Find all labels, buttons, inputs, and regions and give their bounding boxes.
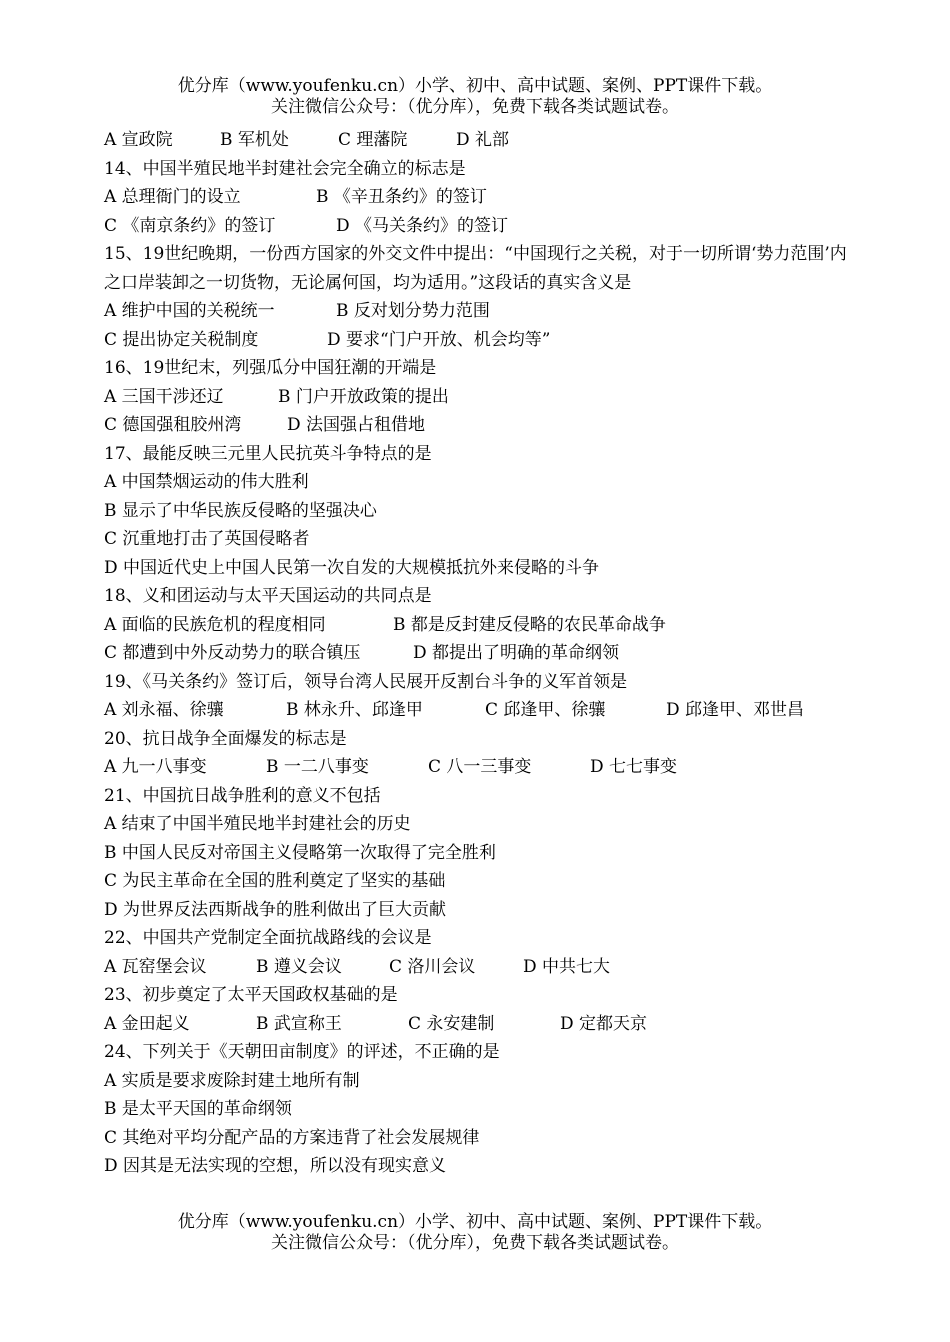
option-row bbox=[104, 639, 850, 668]
option: D 《马关条约》的签订 bbox=[336, 215, 509, 236]
option: A 总理衙门的设立 bbox=[104, 187, 241, 207]
option: B 《辛丑条约》的签订 bbox=[316, 187, 487, 207]
option: A 金田起义 bbox=[104, 1013, 190, 1034]
question-stem: 20、抗日战争全面爆发的标志是 bbox=[104, 728, 347, 749]
option: A 中国禁烟运动的伟大胜利 bbox=[104, 472, 309, 492]
option: B 遵义会议 bbox=[256, 956, 342, 977]
option: A 面临的民族危机的程度相同 bbox=[104, 614, 326, 635]
prev-question-options bbox=[104, 126, 850, 155]
option: A 刘永福、徐骧 bbox=[104, 700, 224, 720]
option: D 邱逢甲、邓世昌 bbox=[666, 700, 805, 720]
question-stem: 17、最能反映三元里人民抗英斗争特点的是 bbox=[104, 443, 432, 464]
option: C 为民主革命在全国的胜利奠定了坚实的基础 bbox=[104, 871, 446, 891]
option-row bbox=[104, 183, 850, 212]
option: C 德国强租胶州湾 bbox=[104, 415, 242, 435]
question-stem: 16、19世纪末，列强瓜分中国狂潮的开端是 bbox=[104, 358, 437, 378]
option-row bbox=[104, 383, 850, 412]
option: D 中共七大 bbox=[523, 956, 611, 977]
option: C 永安建制 bbox=[408, 1013, 495, 1034]
option: D 七七事变 bbox=[590, 757, 678, 777]
question-stem: 18、义和团运动与太平天国运动的共同点是 bbox=[104, 586, 432, 606]
page-footer bbox=[0, 1212, 950, 1254]
option: C 《南京条约》的签订 bbox=[104, 215, 276, 236]
footer-line-1: 优分库（www.youfenku.cn）小学、初中、高中试题、案例、PPT课件下载。 bbox=[177, 1212, 773, 1232]
option: A 结束了中国半殖民地半封建社会的历史 bbox=[104, 814, 411, 834]
option: D 要求“门户开放、机会均等” bbox=[327, 329, 551, 350]
option: B 反对划分势力范围 bbox=[336, 301, 490, 321]
option: D 为世界反法西斯战争的胜利做出了巨大贡献 bbox=[104, 899, 447, 920]
option-row bbox=[104, 411, 850, 440]
option: C 提出协定关税制度 bbox=[104, 329, 259, 350]
option: A 维护中国的关税统一 bbox=[104, 301, 275, 321]
header-line-2: 关注微信公众号：（优分库），免费下载各类试题试卷。 bbox=[271, 97, 679, 117]
option: D 定都天京 bbox=[560, 1013, 648, 1034]
question-stem: 21、中国抗日战争胜利的意义不包括 bbox=[104, 785, 381, 806]
option-row bbox=[104, 212, 850, 241]
option: D 因其是无法实现的空想，所以没有现实意义 bbox=[104, 1156, 447, 1176]
option: C 其绝对平均分配产品的方案违背了社会发展规律 bbox=[104, 1127, 480, 1148]
option: D 中国近代史上中国人民第一次自发的大规模抵抗外来侵略的斗争 bbox=[104, 557, 600, 578]
question-stem: 19、《马关条约》签订后，领导台湾人民展开反割台斗争的义军首领是 bbox=[104, 671, 628, 692]
option: C 邱逢甲、徐骧 bbox=[485, 700, 606, 720]
option: A 九一八事变 bbox=[104, 757, 207, 777]
option: A 三国干涉还辽 bbox=[104, 386, 224, 407]
question-stem: 24、下列关于《天朝田亩制度》的评述，不正确的是 bbox=[104, 1042, 500, 1062]
question-stem: 14、中国半殖民地半封建社会完全确立的标志是 bbox=[104, 158, 466, 179]
page-header bbox=[0, 76, 950, 118]
header-line-1: 优分库（www.youfenku.cn）小学、初中、高中试题、案例、PPT课件下载。 bbox=[177, 76, 773, 96]
option: C 八一三事变 bbox=[428, 757, 532, 777]
option: B 显示了中华民族反侵略的坚强决心 bbox=[104, 500, 377, 521]
option: B 都是反封建反侵略的农民革命战争 bbox=[393, 614, 666, 635]
option: D 都提出了明确的革命纲领 bbox=[413, 643, 620, 663]
option: D 礼部 bbox=[456, 130, 510, 150]
option-row bbox=[104, 611, 850, 640]
question-stem: 23、初步奠定了太平天国政权基础的是 bbox=[104, 985, 398, 1005]
option: B 一二八事变 bbox=[266, 757, 369, 777]
question-list bbox=[104, 126, 850, 1181]
option: B 武宣称王 bbox=[256, 1013, 342, 1034]
option-row bbox=[104, 326, 850, 355]
option-row bbox=[104, 297, 850, 326]
option: C 都遭到中外反动势力的联合镇压 bbox=[104, 643, 361, 663]
question-stem: 22、中国共产党制定全面抗战路线的会议是 bbox=[104, 928, 432, 948]
option: D 法国强占租借地 bbox=[287, 415, 426, 435]
option: A 实质是要求废除封建土地所有制 bbox=[104, 1070, 360, 1091]
option-row bbox=[104, 953, 850, 982]
option: A 瓦窑堡会议 bbox=[104, 956, 207, 977]
option: B 是太平天国的革命纲领 bbox=[104, 1099, 292, 1119]
option-row bbox=[104, 753, 850, 782]
option-row bbox=[104, 696, 850, 725]
option: B 林永升、邱逢甲 bbox=[286, 700, 423, 720]
option: B 军机处 bbox=[220, 130, 289, 150]
option: B 中国人民反对帝国主义侵略第一次取得了完全胜利 bbox=[104, 842, 496, 863]
option-row bbox=[104, 1010, 850, 1039]
option: C 沉重地打击了英国侵略者 bbox=[104, 529, 310, 549]
option: B 门户开放政策的提出 bbox=[278, 386, 449, 407]
option: C 洛川会议 bbox=[389, 956, 476, 977]
option: C 理藩院 bbox=[338, 130, 408, 150]
question-stem: 15、19世纪晚期，一份西方国家的外交文件中提出：“中国现行之关税，对于一切所谓‘势力范围’内之口岸装卸之一切货物，无论属何国，均为适用。”这段话的真实含义是 bbox=[104, 244, 847, 293]
footer-line-2: 关注微信公众号：（优分库），免费下载各类试题试卷。 bbox=[271, 1233, 679, 1253]
option: A 宣政院 bbox=[104, 130, 173, 150]
